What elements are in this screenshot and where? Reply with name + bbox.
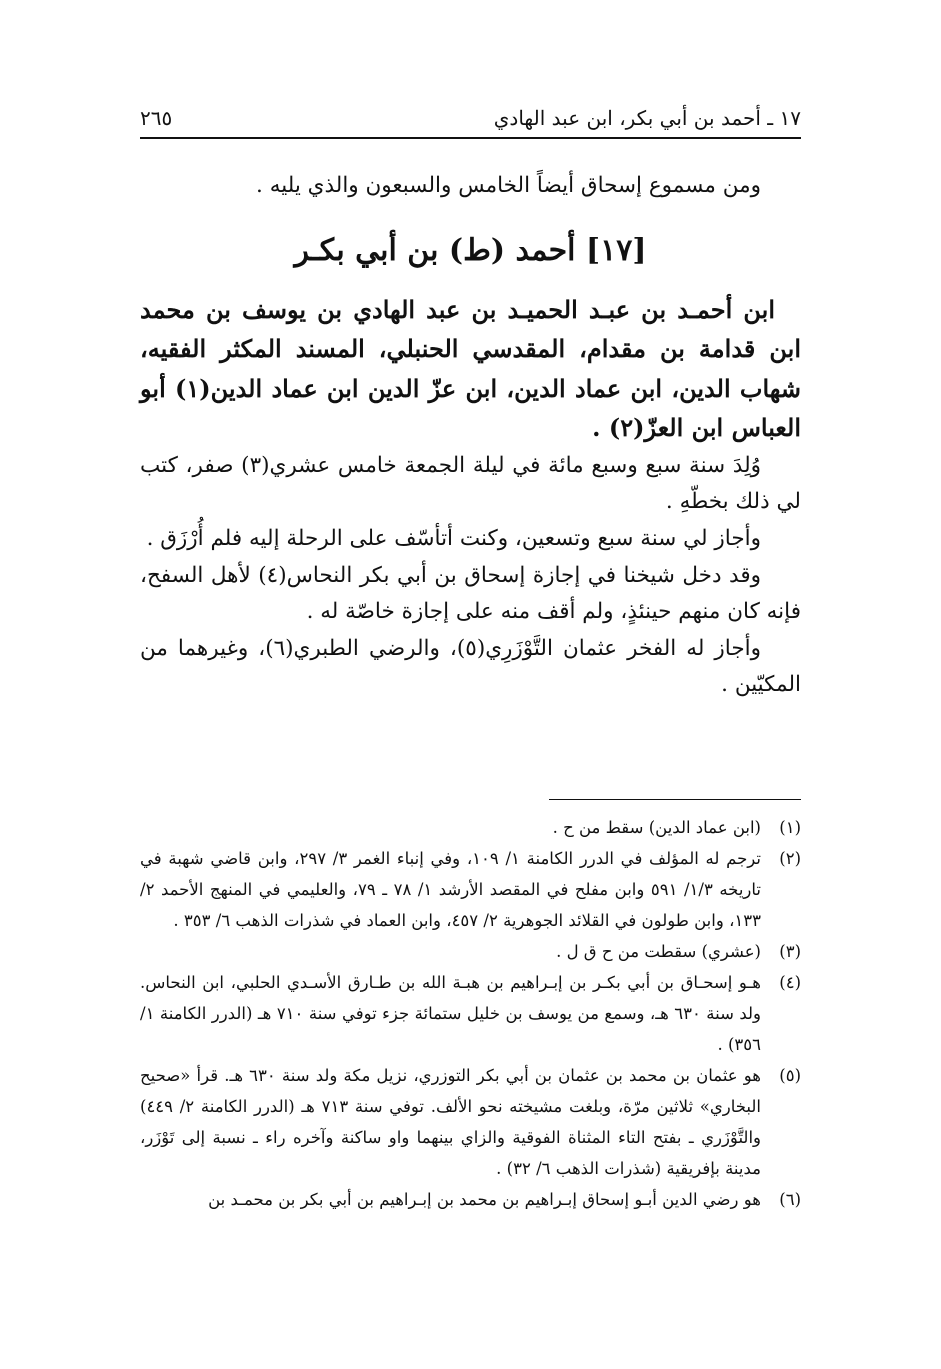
paragraph-ijaza: وأجاز لي سنة سبع وتسعين، وكنت أتأسّف على الرحلة إليه فلم أُرْزَق . (146, 526, 761, 552)
footnote-text: ترجم له المؤلف في الدرر الكامنة ١/ ١٠٩، وفي إنباء الغمر ٣/ ٢٩٧، وابن قاضي شهبة في تاريخه ١/٣/ ٥٩١ وابن مفلح في المقصد الأرشد ١/ ٧٨ ـ ٧٩، والعليمي في المنهج الأحمد ٢/ ١٣٣، وابن طولون في القلائد الجوهرية ٢/ ٤٥٧، وابن العماد في شذرات الذهب ٦/ ٣٥٣ . (140, 849, 762, 931)
footnote (140, 812, 801, 843)
footnote (140, 1060, 801, 1184)
footnote-number: (٦) (779, 1190, 801, 1210)
main-text (140, 168, 801, 704)
footnote-number: (٣) (779, 942, 801, 962)
footnote-text: هو رضي الدين أبـو إسحاق إبـراهيم بن محمد بن إبـراهيم بن أبي بكر بن محمـد بن (208, 1190, 761, 1210)
page-header (140, 92, 801, 130)
paragraph-sheikh: وقد دخل شيخنا في إجازة إسحاق بن أبي بكر النحاس(٤) لأهل السفح، فإنه كان منهم حينئذٍ، ولم أقف منه على إجازة خاصّة له . (140, 562, 801, 625)
footnote (140, 843, 801, 936)
header-rule (140, 137, 801, 139)
footnote-text: هو عثمان بن محمد بن عثمان بن أبي بكر التوزري، نزيل مكة ولد سنة ٦٣٠ هـ. قرأ «صحيح البخاري» ثلاثين مرّة، وبلغت مشيخته نحو الألف. توفي سنة ٧١٣ هـ (الدرر الكامنة ٢/ ٤٤٩) والتَّوْزَري ـ بفتح التاء المثناة الفوقية والزاي بينهما واو ساكنة وآخره راء ـ نسبة إلى تَوْزَر، مدينة بإفريقية (شذرات الذهب ٦/ ٣٢) . (140, 1066, 762, 1179)
paragraph-birth: وُلِدَ سنة سبع وسبع مائة في ليلة الجمعة خامس عشري(٣) صفر، كتب لي ذلك بخطّهِ . (140, 452, 801, 515)
footnote-text: هـو إسحـاق بن أبي بكـر بن إبـراهيم بن هبـة الله بن طـارق الأسـدي الحلبي، ابن النحاس. ولد سنة ٦٣٠ هـ، وسمع من يوسف بن خليل ستمائة جزء توفي سنة ٧١٠ هـ (الدرر الكامنة ١/ ٣٥٦) . (140, 973, 762, 1055)
footnote (140, 967, 801, 1060)
footnote-number: (٢) (779, 849, 801, 869)
footnote-text: (ابن عماد الدين) سقط من ح . (552, 818, 761, 837)
paragraph-teachers: وأجاز له الفخر عثمان التَّوْزَرِي(٥)، والرضي الطبري(٦)، وغيرهما من المكيّين . (140, 635, 801, 698)
footnote-text: (عشري) سقطت من ح ق ل . (556, 942, 761, 962)
footnote-number: (٤) (779, 973, 801, 993)
footnote-number: (٥) (779, 1066, 801, 1086)
entry-title: [١٧] أحمد (ط) بن أبي بكـر (294, 232, 647, 268)
footnote-number: (١) (779, 818, 801, 837)
footnote (140, 936, 801, 967)
footnote-rule (549, 799, 801, 800)
footnote (140, 1184, 801, 1215)
intro-line: ومن مسموع إسحاق أيضاً الخامس والسبعون والذي يليه . (256, 173, 761, 198)
page-number: ٢٦٥ (140, 106, 173, 130)
bio-paragraph: ابن أحمـد بن عبـد الحميـد بن عبد الهادي بن يوسف بن محمد ابن قدامة بن مقدام، المقدسي الحنبلي، المسند المكثر الفقيه، شهاب الدين، ابن عماد الدين، ابن عزّ الدين ابن عماد الدين(١) أبو العباس ابن العزّ(٢) . (140, 294, 801, 443)
footnotes (140, 812, 801, 1215)
running-title: ١٧ ـ أحمد بن أبي بكر، ابن عبد الهادي (493, 106, 801, 130)
